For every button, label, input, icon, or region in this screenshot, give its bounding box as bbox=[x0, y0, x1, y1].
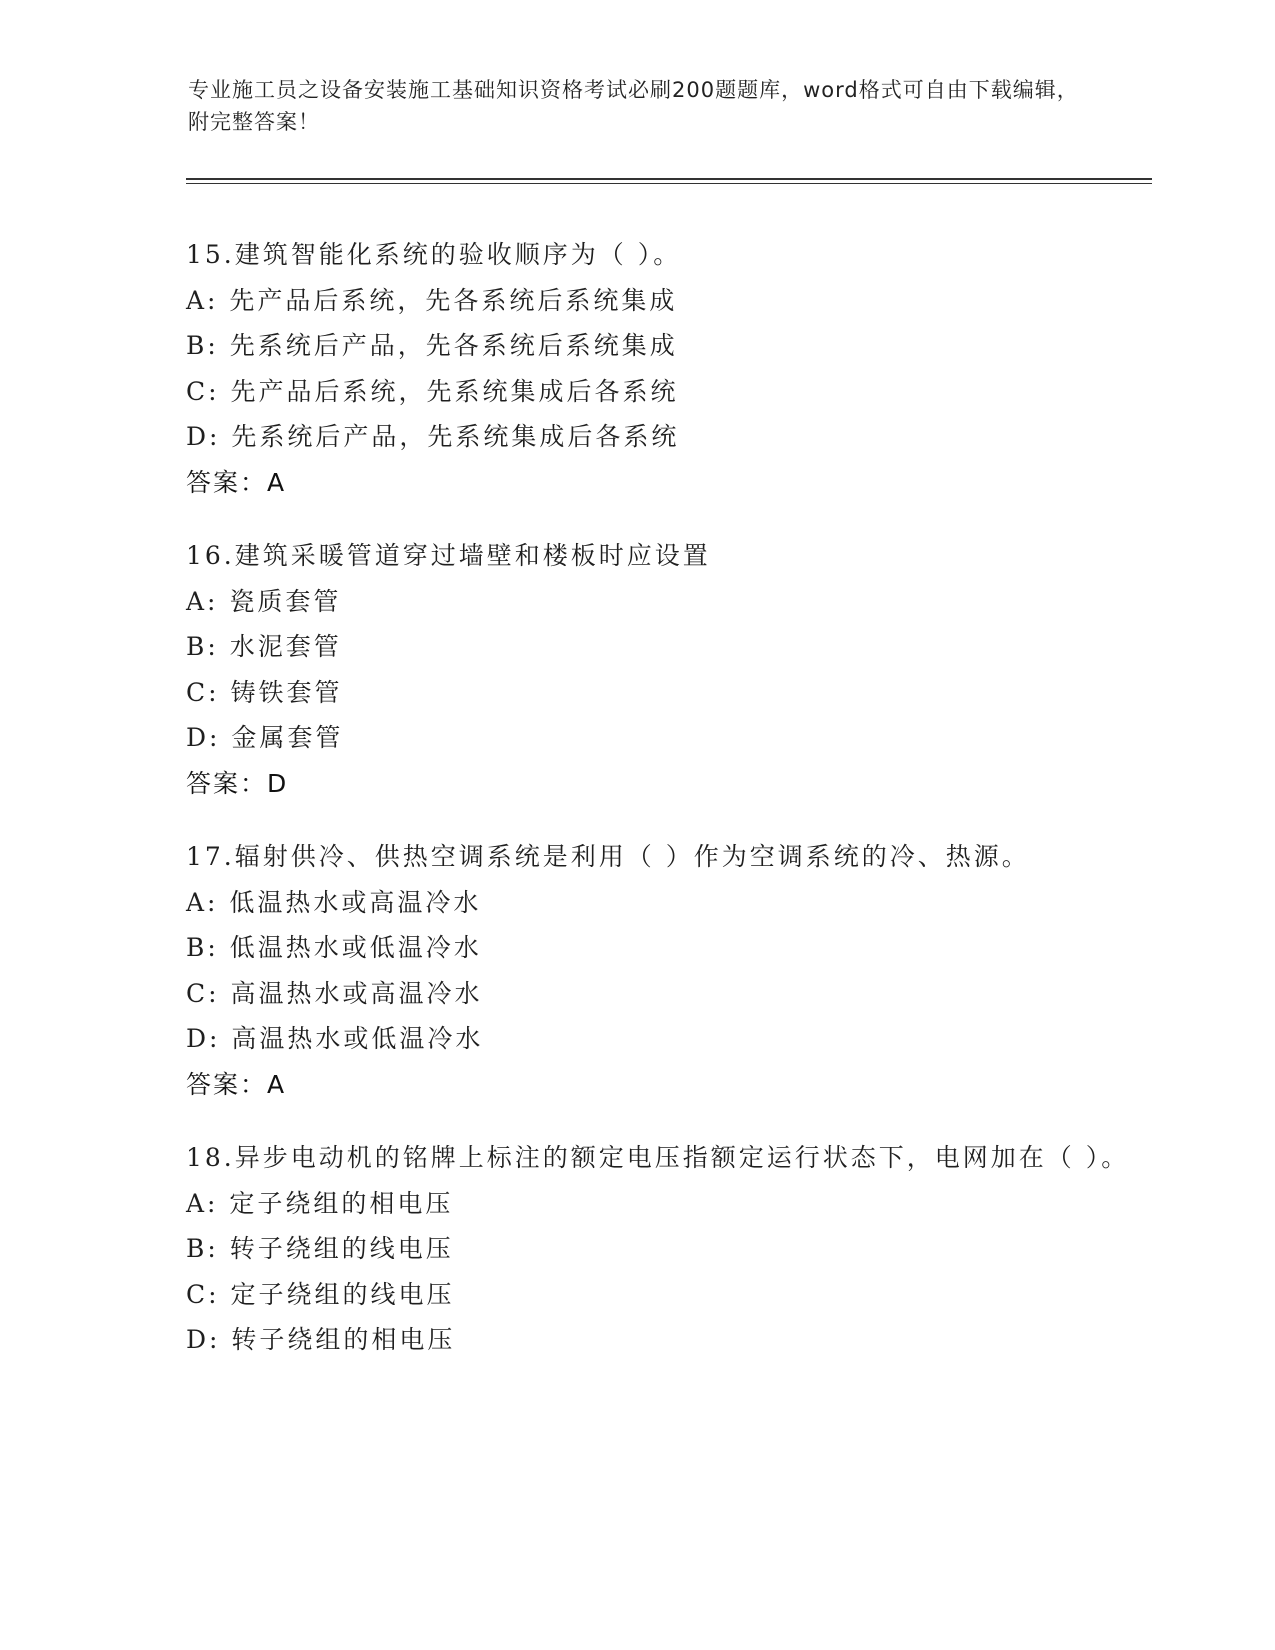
option-a: A: 先产品后系统，先各系统后系统集成 bbox=[186, 285, 678, 315]
question-15 bbox=[186, 232, 1146, 505]
document-header: 专业施工员之设备安装施工基础知识资格考试必刷200题题库，word格式可自由下载编辑，附完整答案！ bbox=[188, 78, 1079, 134]
answer: 答案：A bbox=[186, 467, 287, 497]
option-b: B: 转子绕组的线电压 bbox=[186, 1234, 454, 1263]
option-b: B: 先系统后产品，先各系统后系统集成 bbox=[186, 331, 678, 360]
option-c: C: 铸铁套管 bbox=[186, 677, 343, 707]
answer: 答案：D bbox=[186, 768, 289, 798]
option-d: D: 转子绕组的相电压 bbox=[186, 1325, 456, 1354]
header-rule-thin bbox=[186, 183, 1152, 184]
option-c: C: 高温热水或高温冷水 bbox=[186, 978, 483, 1008]
header-rule-thick bbox=[186, 178, 1152, 180]
option-a: A: 低温热水或高温冷水 bbox=[186, 887, 482, 917]
option-c: C: 先产品后系统，先系统集成后各系统 bbox=[186, 376, 679, 406]
option-a: A: 瓷质套管 bbox=[186, 586, 342, 616]
option-b: B: 低温热水或低温冷水 bbox=[186, 933, 482, 962]
option-d: D: 先系统后产品，先系统集成后各系统 bbox=[186, 422, 680, 451]
question-title: 15.建筑智能化系统的验收顺序为（ ）。 bbox=[186, 240, 682, 269]
question-title: 16.建筑采暖管道穿过墙壁和楼板时应设置 bbox=[186, 541, 711, 570]
option-a: A: 定子绕组的相电压 bbox=[186, 1188, 454, 1218]
option-d: D: 高温热水或低温冷水 bbox=[186, 1024, 484, 1053]
question-list bbox=[186, 232, 1146, 1391]
question-18 bbox=[186, 1135, 1146, 1363]
question-17 bbox=[186, 834, 1146, 1107]
question-title: 17.辐射供冷、供热空调系统是利用（ ）作为空调系统的冷、热源。 bbox=[186, 842, 1030, 871]
question-title: 18.异步电动机的铭牌上标注的额定电压指额定运行状态下，电网加在（ ）。 bbox=[186, 1143, 1130, 1172]
option-b: B: 水泥套管 bbox=[186, 632, 342, 661]
answer: 答案：A bbox=[186, 1069, 287, 1099]
question-16 bbox=[186, 533, 1146, 806]
option-d: D: 金属套管 bbox=[186, 723, 344, 752]
option-c: C: 定子绕组的线电压 bbox=[186, 1279, 455, 1309]
